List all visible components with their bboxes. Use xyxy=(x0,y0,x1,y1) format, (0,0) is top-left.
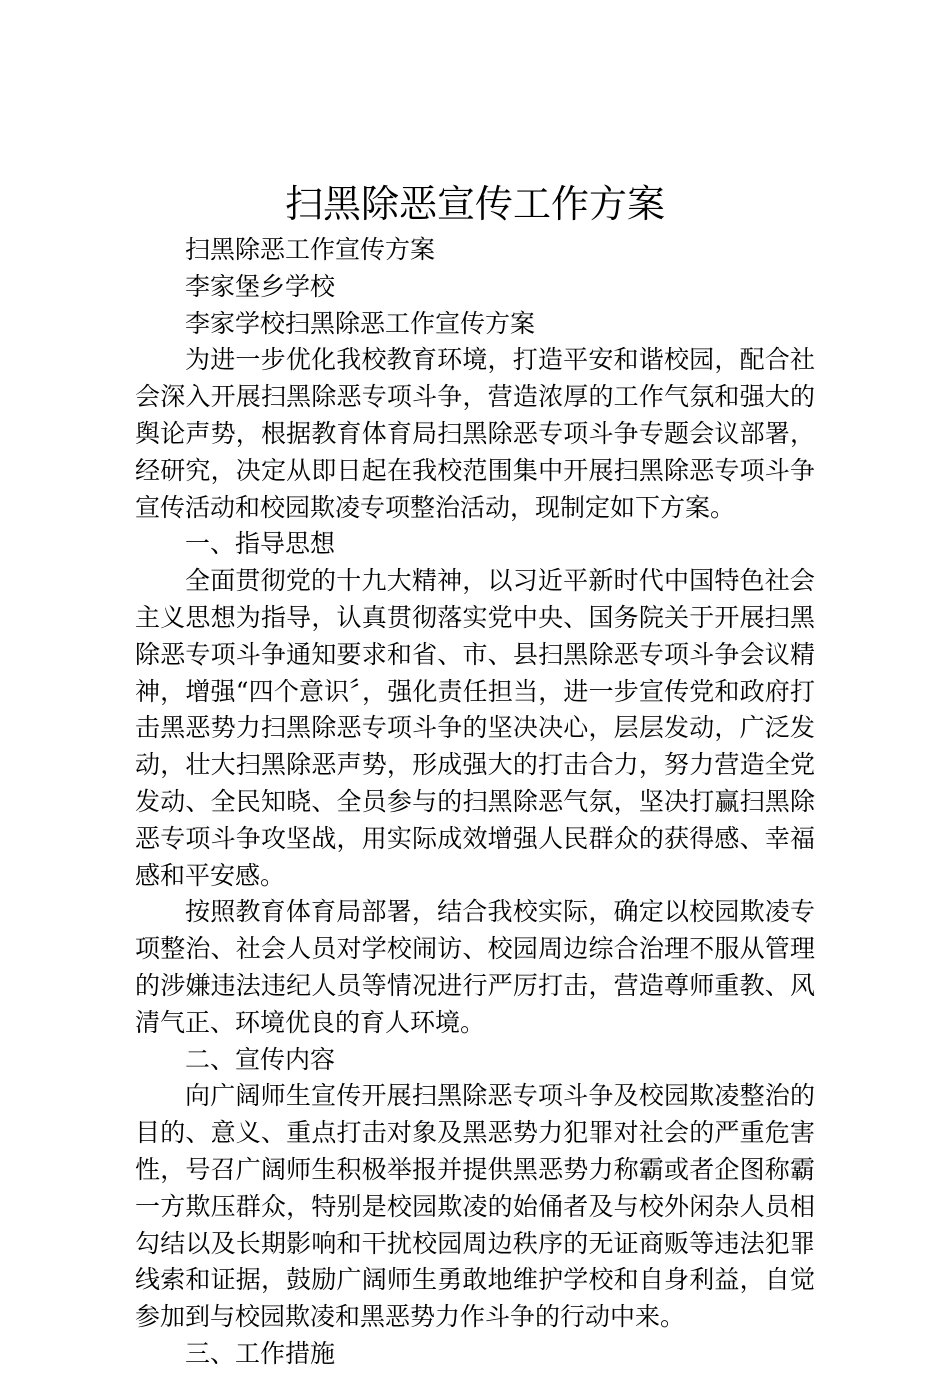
paragraph-school-name: 李家堡乡学校 xyxy=(185,271,336,301)
paragraph-guiding-ideology: 全面贯彻党的十九大精神，以习近平新时代中国特色社会主义思想为指导，认真贯彻落实党中央、国务院关于开展扫黑除恶专项斗争通知要求和省、市、县扫黑除恶专项斗争会议精神，增强“四个意识〞，强化责任担当，进一步宣传党和政府打击黑恶势力扫黑除恶专项斗争的坚决决心，层层发动，广泛发动，壮大扫黑除恶声势，形成强大的打击合力，努力营造全党发动、全民知晓、全员参与的扫黑除恶气氛，坚决打赢扫黑除恶专项斗争攻坚战，用实际成效增强人民群众的获得感、幸福感和平安感。 xyxy=(135,566,815,890)
document-body xyxy=(135,232,815,1373)
section-heading-guiding-ideology: 一、指导思想 xyxy=(185,529,336,559)
paragraph-subtitle: 扫黑除恶工作宣传方案 xyxy=(185,235,436,264)
section-heading-publicity-content: 二、宣传内容 xyxy=(185,1044,336,1074)
document-title: 扫黑除恶宣传工作方案 xyxy=(284,182,665,226)
paragraph-intro: 为进一步优化我校教育环境，打造平安和谐校园，配合社会深入开展扫黑除恶专项斗争，营造浓厚的工作气氛和强大的舆论声势，根据教育体育局扫黑除恶专项斗争专题会议部署，经研究，决定从即日起在我校范围集中开展扫黑除恶专项斗争宣传活动和校园欺凌专项整治活动，现制定如下方案。 xyxy=(135,345,815,522)
paragraph-plan-name: 李家学校扫黑除恶工作宣传方案 xyxy=(185,308,536,338)
section-heading-work-measures: 三、工作措施 xyxy=(185,1338,336,1368)
paragraph-deployment: 按照教育体育局部署，结合我校实际，确定以校园欺凌专项整治、社会人员对学校闹访、校园周边综合治理不服从管理的涉嫌违法违纪人员等情况进行严厉打击，营造尊师重教、风清气正、环境优良的育人环境。 xyxy=(135,897,815,1037)
paragraph-publicity-content: 向广阔师生宣传开展扫黑除恶专项斗争及校园欺凌整治的目的、意义、重点打击对象及黑恶势力犯罪对社会的严重危害性，号召广阔师生积极举报并提供黑恶势力称霸或者企图称霸一方欺压群众，特别是校园欺凌的始俑者及与校外闲杂人员相勾结以及长期影响和干扰校园周边秩序的无证商贩等违法犯罪线索和证据，鼓励广阔师生勇敢地维护学校和自身利益，自觉参加到与校园欺凌和黑恶势力作斗争的行动中来。 xyxy=(135,1081,815,1332)
